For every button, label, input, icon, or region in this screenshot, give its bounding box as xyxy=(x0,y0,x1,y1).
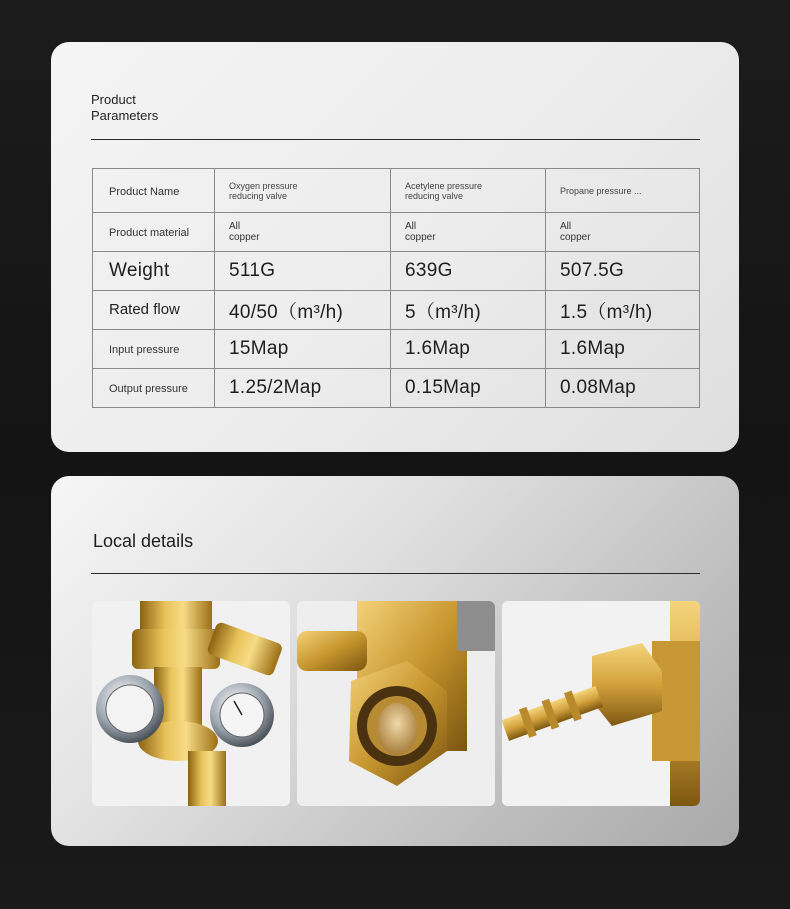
row-label: Weight xyxy=(93,252,215,291)
row-label: Input pressure xyxy=(93,330,215,369)
row-label: Rated flow xyxy=(93,291,215,330)
table-cell: 5（m³/h) xyxy=(391,291,546,330)
hose-barb-image xyxy=(502,601,700,806)
table-cell: 1.5（m³/h) xyxy=(546,291,700,330)
table-row xyxy=(93,213,700,252)
table-cell: Acetylene pressure reducing valve xyxy=(391,169,546,213)
table-cell: 15Map xyxy=(215,330,391,369)
table-cell: 639G xyxy=(391,252,546,291)
parameters-table xyxy=(92,168,700,408)
table-cell: All copper xyxy=(215,213,391,252)
local-details-card xyxy=(51,476,739,846)
row-label: Product Name xyxy=(93,169,215,213)
section-title: Product Parameters xyxy=(91,92,159,123)
table-row xyxy=(93,291,700,330)
regulator-gauges-image xyxy=(92,601,290,806)
table-cell: 0.15Map xyxy=(391,369,546,408)
row-label: Output pressure xyxy=(93,369,215,408)
table-row xyxy=(93,252,700,291)
table-row xyxy=(93,330,700,369)
divider xyxy=(91,573,700,574)
table-cell: 511G xyxy=(215,252,391,291)
table-cell: 1.6Map xyxy=(546,330,700,369)
table-cell: Oxygen pressure reducing valve xyxy=(215,169,391,213)
table-cell: 507.5G xyxy=(546,252,700,291)
detail-photo-hose-barb xyxy=(502,601,700,806)
row-label: Product material xyxy=(93,213,215,252)
table-cell: All copper xyxy=(391,213,546,252)
section-title: Local details xyxy=(93,531,194,551)
product-parameters-card xyxy=(51,42,739,452)
detail-photo-gauges xyxy=(92,601,290,806)
table-cell: All copper xyxy=(546,213,700,252)
table-cell: 0.08Map xyxy=(546,369,700,408)
divider xyxy=(91,139,700,140)
detail-photo-outlet xyxy=(297,601,495,806)
table-cell: 1.6Map xyxy=(391,330,546,369)
table-row xyxy=(93,369,700,408)
table-cell: 1.25/2Map xyxy=(215,369,391,408)
table-cell: Propane pressure ... xyxy=(546,169,700,213)
table-cell: 40/50（m³/h) xyxy=(215,291,391,330)
outlet-filter-image xyxy=(297,601,495,806)
table-header-row xyxy=(93,169,700,213)
